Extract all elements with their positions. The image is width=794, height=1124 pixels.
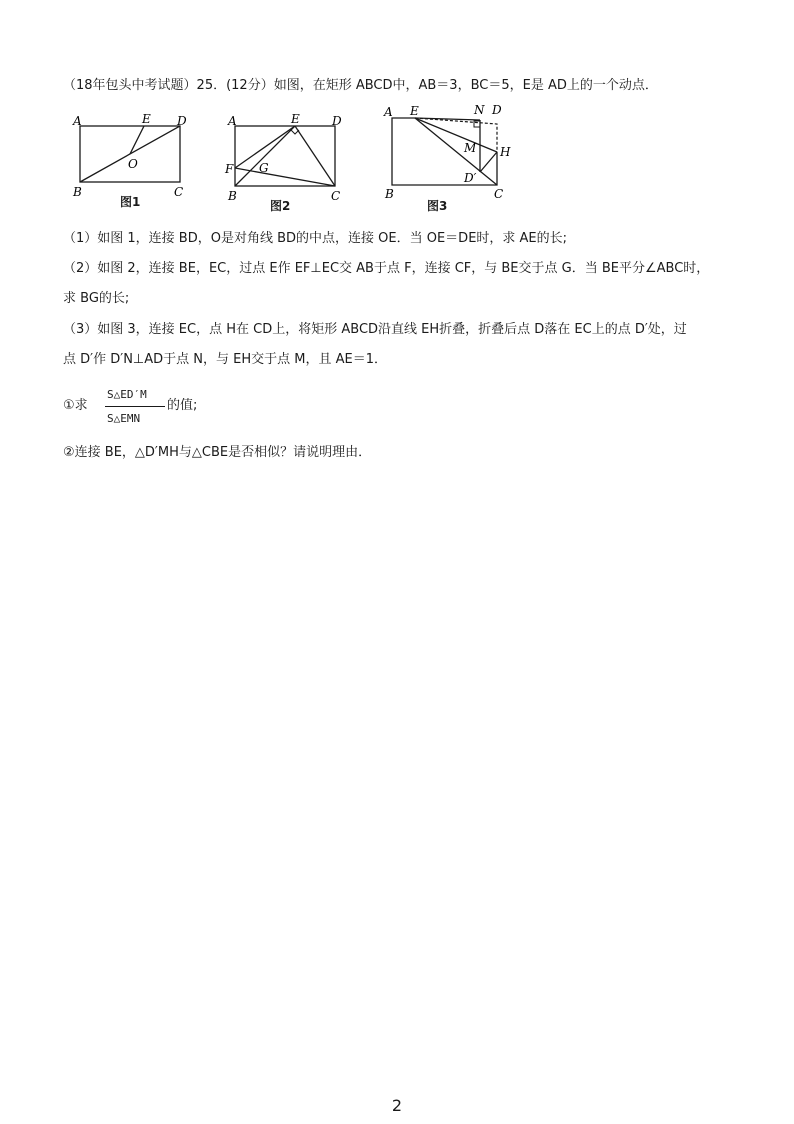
fig2-label-f: F [225,162,234,176]
question-1 [63,386,363,430]
question-1-prefix: ①求 [63,398,88,413]
part-1: （1）如图 1，连接 BD，O是对角线 BD的中点，连接 OE．当 OE＝DE时，求 AE的长; [63,231,568,246]
fig1-label-c: C [174,185,184,199]
figure-1-drawing [70,106,190,206]
fig2-label-d: D [332,114,342,128]
part-2-line-1: （2）如图 2，连接 BE，EC，过点 E作 EF⊥EC交 AB于点 F，连接 CF，与 BE交于点 G．当 BE平分∠ABC时， [63,261,710,276]
figure-2-drawing [225,106,355,206]
fig2-label-g: G [259,161,269,175]
figures-row [70,103,520,216]
fig3-label-dprime: D′ [464,171,477,185]
fig3-label-e: E [410,104,419,118]
fraction-bar [105,406,165,407]
figure-3-drawing [382,100,522,200]
fig1-label-e: E [142,112,151,126]
fig1-label-o: O [128,157,138,171]
fig3-label-c: C [494,187,504,201]
fig2-label-a: A [228,114,237,128]
question-2: ②连接 BE，△D′MH与△CBE是否相似？请说明理由． [63,445,372,460]
fig3-label-b: B [385,187,394,201]
fig1-label-a: A [73,114,82,128]
fig1-label-b: B [73,185,82,199]
figure-1-caption: 图1 [120,195,141,209]
fig3-label-n: N [474,103,485,117]
figure-2-caption: 图2 [270,199,291,213]
part-3-line-1: （3）如图 3，连接 EC，点 H在 CD上，将矩形 ABCD沿直线 EH折叠，折叠后点 D落在 EC上的点 D′处，过 [63,322,687,337]
question-1-denominator: S△EMN [107,412,141,425]
fig2-label-c: C [331,189,341,203]
part-3-line-2: 点 D′作 D′N⊥AD于点 N，与 EH交于点 M，且 AE＝1． [63,352,387,367]
fig3-label-h: H [500,145,511,159]
fig2-label-e: E [291,112,300,126]
page-number: 2 [391,1096,403,1115]
fig1-label-d: D [177,114,187,128]
question-1-numerator: S△ED′M [107,388,147,401]
problem-header: （18年包头中考试题）25．(12分）如图，在矩形 ABCD中，AB＝3，BC＝5，E是 AD上的一个动点． [63,78,658,93]
figure-3-caption: 图3 [427,199,448,213]
fig3-label-a: A [384,105,393,119]
part-2-line-2: 求 BG的长; [63,291,130,306]
question-1-suffix: 的值; [167,398,198,413]
fig3-label-m: M [464,141,477,155]
fig2-label-b: B [228,189,237,203]
fig3-label-d: D [492,103,502,117]
